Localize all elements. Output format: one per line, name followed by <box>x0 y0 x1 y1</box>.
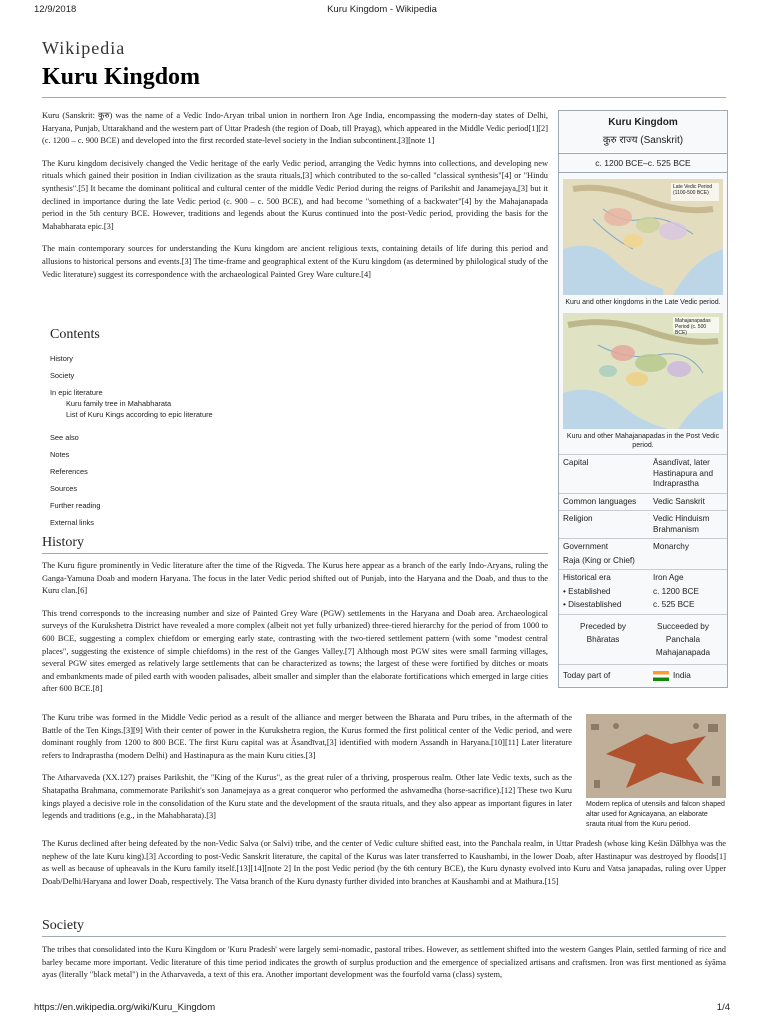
map2-caption: Kuru and other Mahajanapadas in the Post Vedic period. <box>566 433 720 449</box>
intro-paragraph: The main contemporary sources for understanding the Kuru kingdom are ancient religious texts, containing details of life during this period and allusions to historical persons and events.[3] The time-frame and geographical extent of the Kuru kingdom (as determined by philological study of the Vedic literature) suggest its correspondence with the archaeological Painted Grey Ware culture.[4] <box>42 244 548 279</box>
infobox-title: Kuru Kingdom <box>608 117 678 128</box>
map1-caption: Kuru and other kingdoms in the Late Vedic period. <box>565 299 721 306</box>
altar-illustration <box>586 714 726 798</box>
toc-item-society[interactable]: Society <box>50 371 75 380</box>
toc-item-further-reading[interactable]: Further reading <box>50 501 101 510</box>
infobox-native-name: कुरु राज्य (Sanskrit) <box>559 130 727 153</box>
history-body-full <box>42 838 726 898</box>
infobox-row-government: Government Monarchy <box>559 538 727 556</box>
india-flag-icon <box>653 671 669 681</box>
toc-heading: Contents <box>50 327 100 342</box>
infobox <box>558 110 728 688</box>
infobox-row-raja: Raja (King or Chief) <box>563 555 635 565</box>
page-title: Kuru Kingdom <box>42 64 201 90</box>
society-heading: Society <box>42 918 726 937</box>
history-paragraph: The Kurus declined after being defeated by the non-Vedic Salva (or Salvi) tribe, and the center of Vedic culture shifted east, into the Panchala realm, in Uttar Pradesh (whose king Keśin Dālbhya was the nephew of the late Kuru king).[3] According to post-Vedic Sanskrit literature, the capital of the Kurus was later transferred to Kaushambi, in the lower Doab, after Hastinapur was destroyed by floods[1] as well as because of upheavals in the Kuru family itself.[13][14][note 2] In the post Vedic period (by the 6th century BCE), the Kuru dynasty evolved into Kuru and Vatsa janapadas, ruling over Upper Doab/Delhi/Haryana and lower Doab, respectively. The Vatsa branch of the Kuru dynasty further divided into branches at Kaushambi and at Mathura.[15] <box>42 839 726 886</box>
toc-item-epic-literature[interactable]: In epic literature <box>50 388 103 397</box>
wikipedia-logo[interactable]: Wikipedia <box>42 38 126 58</box>
intro-section <box>42 110 548 291</box>
infobox-row-historical-era: Historical era Iron Age <box>559 569 727 587</box>
agnicayana-replica-image[interactable] <box>586 714 726 798</box>
history-paragraph: The Kuru tribe was formed in the Middle Vedic period as a result of the alliance and merger between the Bharata and Puru tribes, in the aftermath of the Battle of the Ten Kings.[3][9] With their center of power in the Kurukshetra region, the Kurus formed the first political center of the Vedic period, and were dominant roughly from 1200 to 800 BCE. The first Kuru capital was at Āsandīvat,[3] identified with modern Assandh in Haryana.[10][11] Later literature refers to Indraprastha (modern Delhi) and Hastinapura as the main Kuru cities.[3] <box>42 713 572 760</box>
society-body <box>42 944 726 992</box>
toc-item-notes[interactable]: Notes <box>50 450 70 459</box>
history-paragraph: The Atharvaveda (XX.127) praises Parikshit, the "King of the Kurus", as the great ruler of a thriving, prosperous realm. Other late Vedic texts, such as the Shatapatha Brahmana, commemorate Parikshit's son Janamejaya as a great conqueror who performed the ashvamedha (horse-sacrifice).[12] These two Kuru kings played a decisive role in the consolidation of the Kuru state and the development of the srauta rituals, and they also appear as important figures in later legends and traditions (e.g., in the Mahabharata).[3] <box>42 773 572 821</box>
preceded-by: Preceded by Bhāratas <box>563 620 643 659</box>
toc-item-family-tree[interactable]: Kuru family tree in Mahabharata <box>66 399 172 408</box>
intro-paragraph: The Kuru kingdom decisively changed the Vedic heritage of the early Vedic period, arranging the Vedic hymns into collections, and developing new rituals which gained their position in Indian civilization as the srauta rituals,[3] which contributed to the so-called "classical synthesis"[4] or "Hindu synthesis".[5] It became the dominant political and cultural center of the middle Vedic Period during the reigns of Parikshit and Janamejaya,[3] but it declined in importance during the late Vedic period (c. 900 – c. 500 BCE), and had become "something of a backwater"[4] by the Mahajanapada period in the 5th century BCE. However, traditions and legends about the Kurus continued into the post-Vedic period, providing the basis for the Mahabharata epic.[3] <box>42 158 548 231</box>
society-paragraph: The tribes that consolidated into the Kuru Kingdom or 'Kuru Pradesh' were largely semi-nomadic, pastoral tribes. However, as settlement shifted into the western Ganges Plain, settled farming of rice and barley became more important. Vedic literature of this time period indicates the growth of surplus production and the emergence of specialized artisans and craftsmen. Iron was first mentioned as śyāma ayas (literally "black metal") in the Atharvaveda, a text of this era. Another important development was the fourfold varna (class) system, <box>42 945 726 980</box>
agnicayana-caption: Modern replica of utensils and falcon shaped altar used for Agnicayana, an elaborate srauta ritual from the Kuru period. <box>586 801 725 828</box>
history-body-bottom <box>42 712 572 833</box>
toc-item-history[interactable]: History <box>50 354 73 363</box>
table-of-contents <box>42 327 242 528</box>
print-page-number: 1/4 <box>716 1002 730 1013</box>
infobox-row-religion: Religion Vedic Hinduism Brahmanism <box>559 510 727 538</box>
preceded-by-link[interactable]: Bhāratas <box>586 634 620 644</box>
today-link[interactable]: India <box>673 670 691 680</box>
infobox-row-capital: Capital Āsandīvat, later Hastinapura and Indraprastha <box>559 454 727 493</box>
infobox-era: c. 1200 BCE–c. 525 BCE <box>559 153 727 173</box>
toc-item-sources[interactable]: Sources <box>50 484 78 493</box>
print-tab-title: Kuru Kingdom - Wikipedia <box>327 4 437 15</box>
print-date: 12/9/2018 <box>34 4 77 15</box>
map1-label: Late Vedic Period (1100-500 BCE) <box>673 184 713 196</box>
print-header <box>34 4 730 18</box>
history-paragraph: This trend corresponds to the increasing number and size of Painted Grey Ware (PGW) settlements in the Haryana and Doab area. Archaeological surveys of the Kurukshetra District have revealed a more complex (albeit not yet fully urbanized) three-tiered hierarchy for the period of from 1000 to 600 BCE, suggesting a complex chiefdom or emerging early state, contrasting with the two-tiered settlement pattern (with some "modest central places", suggesting the existence of simple chiefdoms) in the rest of the Ganges Valley.[7] Although most PGW sites were small farming villages, several PGW sites emerged as relatively large settlements that can be characterized as towns; the largest of these were fortified by ditches or moats and embankments made of piled earth with wooden palisades, albeit smaller and simpler than the elaborate fortifications which emerged in large cities after 600 BCE.[8] <box>42 608 548 694</box>
infobox-row-languages: Common languages Vedic Sanskrit <box>559 493 727 511</box>
intro-paragraph: Kuru (Sanskrit: कुरु) was the name of a Vedic Indo-Aryan tribal union in northern Iron Age India, encompassing the modern-day states of Delhi, Haryana, Punjab, Uttarakhand and the western part of Uttar Pradesh (the region of Doab, till Prayag), which appeared in the Middle Vedic period[1][2] (c. 1200 – c. 900 BCE) and developed into the first recorded state-level society in the Indian subcontinent.[3][note 1] <box>42 111 548 146</box>
history-paragraph: The Kuru figure prominently in Vedic literature after the time of the Rigveda. The Kurus here appear as a branch of the early Indo-Aryans, ruling the Ganga-Yamuna Doab and modern Haryana. The focus in the later Vedic period shifted out of Punjab, into the Haryana and the Doab, and thus to the Kuru clan.[6] <box>42 561 548 596</box>
infobox-succession <box>559 614 727 664</box>
print-footer <box>34 1002 730 1016</box>
infobox-row-established: • Established c. 1200 BCE <box>563 586 699 596</box>
mahajanapadas-map[interactable] <box>563 313 723 429</box>
print-url: https://en.wikipedia.org/wiki/Kuru_Kingdom <box>34 1002 216 1013</box>
succeeded-by: Succeeded by Panchala Mahajanapada <box>643 620 723 659</box>
toc-item-list-of-kings[interactable]: List of Kuru Kings according to epic literature <box>66 410 213 419</box>
title-divider <box>42 97 726 98</box>
map-graphic-1 <box>563 179 723 295</box>
toc-item-see-also[interactable]: See also <box>50 433 79 442</box>
history-body-top <box>42 560 548 706</box>
late-vedic-map[interactable] <box>563 179 723 295</box>
succeeded-by-link[interactable]: Panchala Mahajanapada <box>655 634 711 657</box>
toc-item-external-links[interactable]: External links <box>50 518 94 527</box>
infobox-row-today: Today part of India <box>559 664 727 688</box>
infobox-row-disestablished: • Disestablished c. 525 BCE <box>563 600 695 609</box>
history-heading: History <box>42 535 548 554</box>
map2-label: Mahajanapadas Period (c. 500 BCE) <box>675 318 711 336</box>
toc-item-references[interactable]: References <box>50 467 88 476</box>
